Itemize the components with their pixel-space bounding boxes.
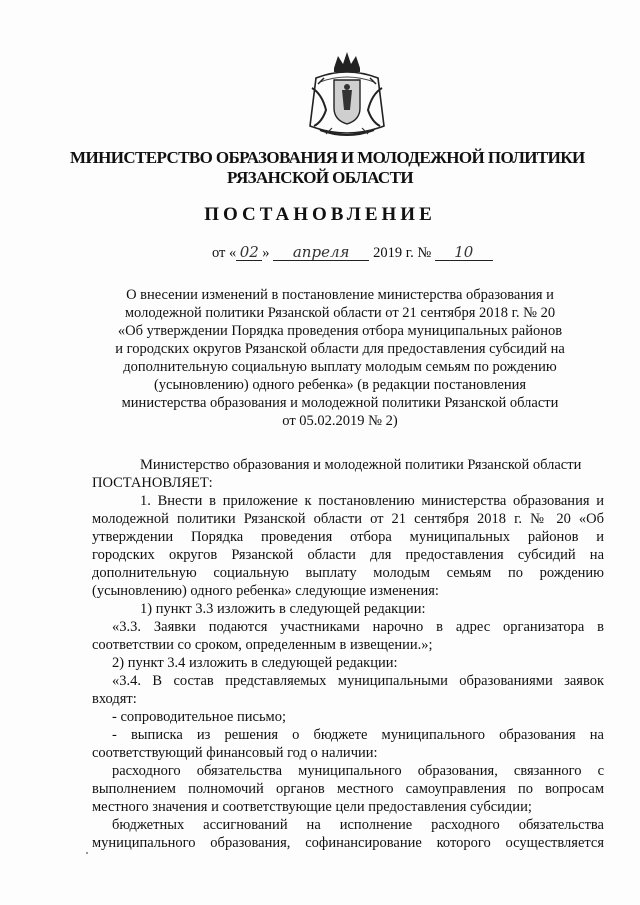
body-line: местного значения и соответствующие цели предоставления субсидии; bbox=[92, 799, 532, 815]
date-line bbox=[212, 244, 493, 262]
body-line: (усыновлению) одного ребенка» следующие изменения: bbox=[92, 583, 439, 599]
body-line: 2) пункт 3.4 изложить в следующей редакции: bbox=[112, 655, 398, 671]
body-line: входят: bbox=[92, 691, 137, 707]
subject-line: (усыновлению) одного ребенка» (в редакции постановления bbox=[153, 377, 527, 393]
subject-line: от 05.02.2019 № 2) bbox=[282, 413, 398, 429]
body-line: молодежной политики Рязанской области от 21 сентября 2018 г. № 20 «Об bbox=[92, 511, 604, 527]
ministry-name-line-1: МИНИСТЕРСТВО ОБРАЗОВАНИЯ И МОЛОДЕЖНОЙ ПОЛИТИКИ bbox=[70, 148, 585, 167]
subject-line: О внесении изменений в постановление министерства образования и bbox=[126, 287, 554, 303]
body-line: - выписка из решения о бюджете муниципального образования на bbox=[112, 727, 604, 743]
body-line: расходного обязательства муниципального образования, связанного с bbox=[112, 763, 604, 779]
date-year: 2019 г. № bbox=[373, 245, 432, 261]
body-line: городских округов Рязанской области для предоставления субсидий на bbox=[92, 547, 604, 563]
body-line: утверждении Порядка проведения отбора муниципальных районов и bbox=[92, 529, 604, 545]
date-prefix: от « bbox=[212, 245, 237, 261]
subject-line: «Об утверждении Порядка проведения отбора муниципальных районов bbox=[117, 323, 563, 339]
decree-body bbox=[92, 456, 604, 852]
body-line: 1) пункт 3.3 изложить в следующей редакции: bbox=[140, 601, 426, 617]
subject-line: молодежной политики Рязанской области от 21 сентября 2018 г. № 20 bbox=[124, 305, 556, 321]
body-line: дополнительную социальную выплату молодым семьям по рождению bbox=[92, 565, 604, 581]
handwritten-day: 02 bbox=[236, 244, 262, 261]
handwritten-number: 10 bbox=[435, 244, 493, 261]
body-line: 1. Внести в приложение к постановлению министерства образования и bbox=[140, 493, 604, 509]
decree-subject bbox=[100, 286, 580, 430]
body-line: - сопроводительное письмо; bbox=[112, 709, 287, 725]
subject-line: министерства образования и молодежной политики Рязанской области bbox=[121, 395, 559, 411]
body-line: Министерство образования и молодежной политики Рязанской области bbox=[140, 457, 582, 473]
body-line: муниципального образования, софинансирование которого осуществляется bbox=[92, 835, 604, 851]
body-line: «3.4. В состав представляемых муниципальными образованиями заявок bbox=[112, 673, 604, 689]
subject-line: дополнительную социальную выплату молодым семьям по рождению bbox=[123, 359, 557, 375]
handwritten-month: апреля bbox=[273, 244, 369, 261]
document-type-title: ПОСТАНОВЛЕНИЕ bbox=[204, 204, 436, 225]
body-line: ПОСТАНОВЛЯЕТ: bbox=[92, 475, 213, 491]
body-line: соответствии со сроком, определенным в извещении.»; bbox=[92, 637, 433, 653]
body-line: «3.3. Заявки подаются участниками нарочно в адрес организатора в bbox=[112, 619, 604, 635]
scan-speck bbox=[86, 852, 88, 854]
body-line: соответствующий финансовый год о наличии: bbox=[92, 745, 378, 761]
date-quote-close: » bbox=[262, 245, 270, 261]
subject-line: и городских округов Рязанской области для предоставления субсидий на bbox=[115, 341, 565, 357]
body-line: бюджетных ассигнований на исполнение расходного обязательства bbox=[112, 817, 604, 833]
ministry-name-line-2: РЯЗАНСКОЙ ОБЛАСТИ bbox=[227, 168, 413, 187]
ministry-name bbox=[70, 148, 585, 188]
body-line: выполнением полномочий органов местного самоуправления по вопросам bbox=[92, 781, 604, 797]
coat-of-arms-icon bbox=[296, 48, 398, 144]
